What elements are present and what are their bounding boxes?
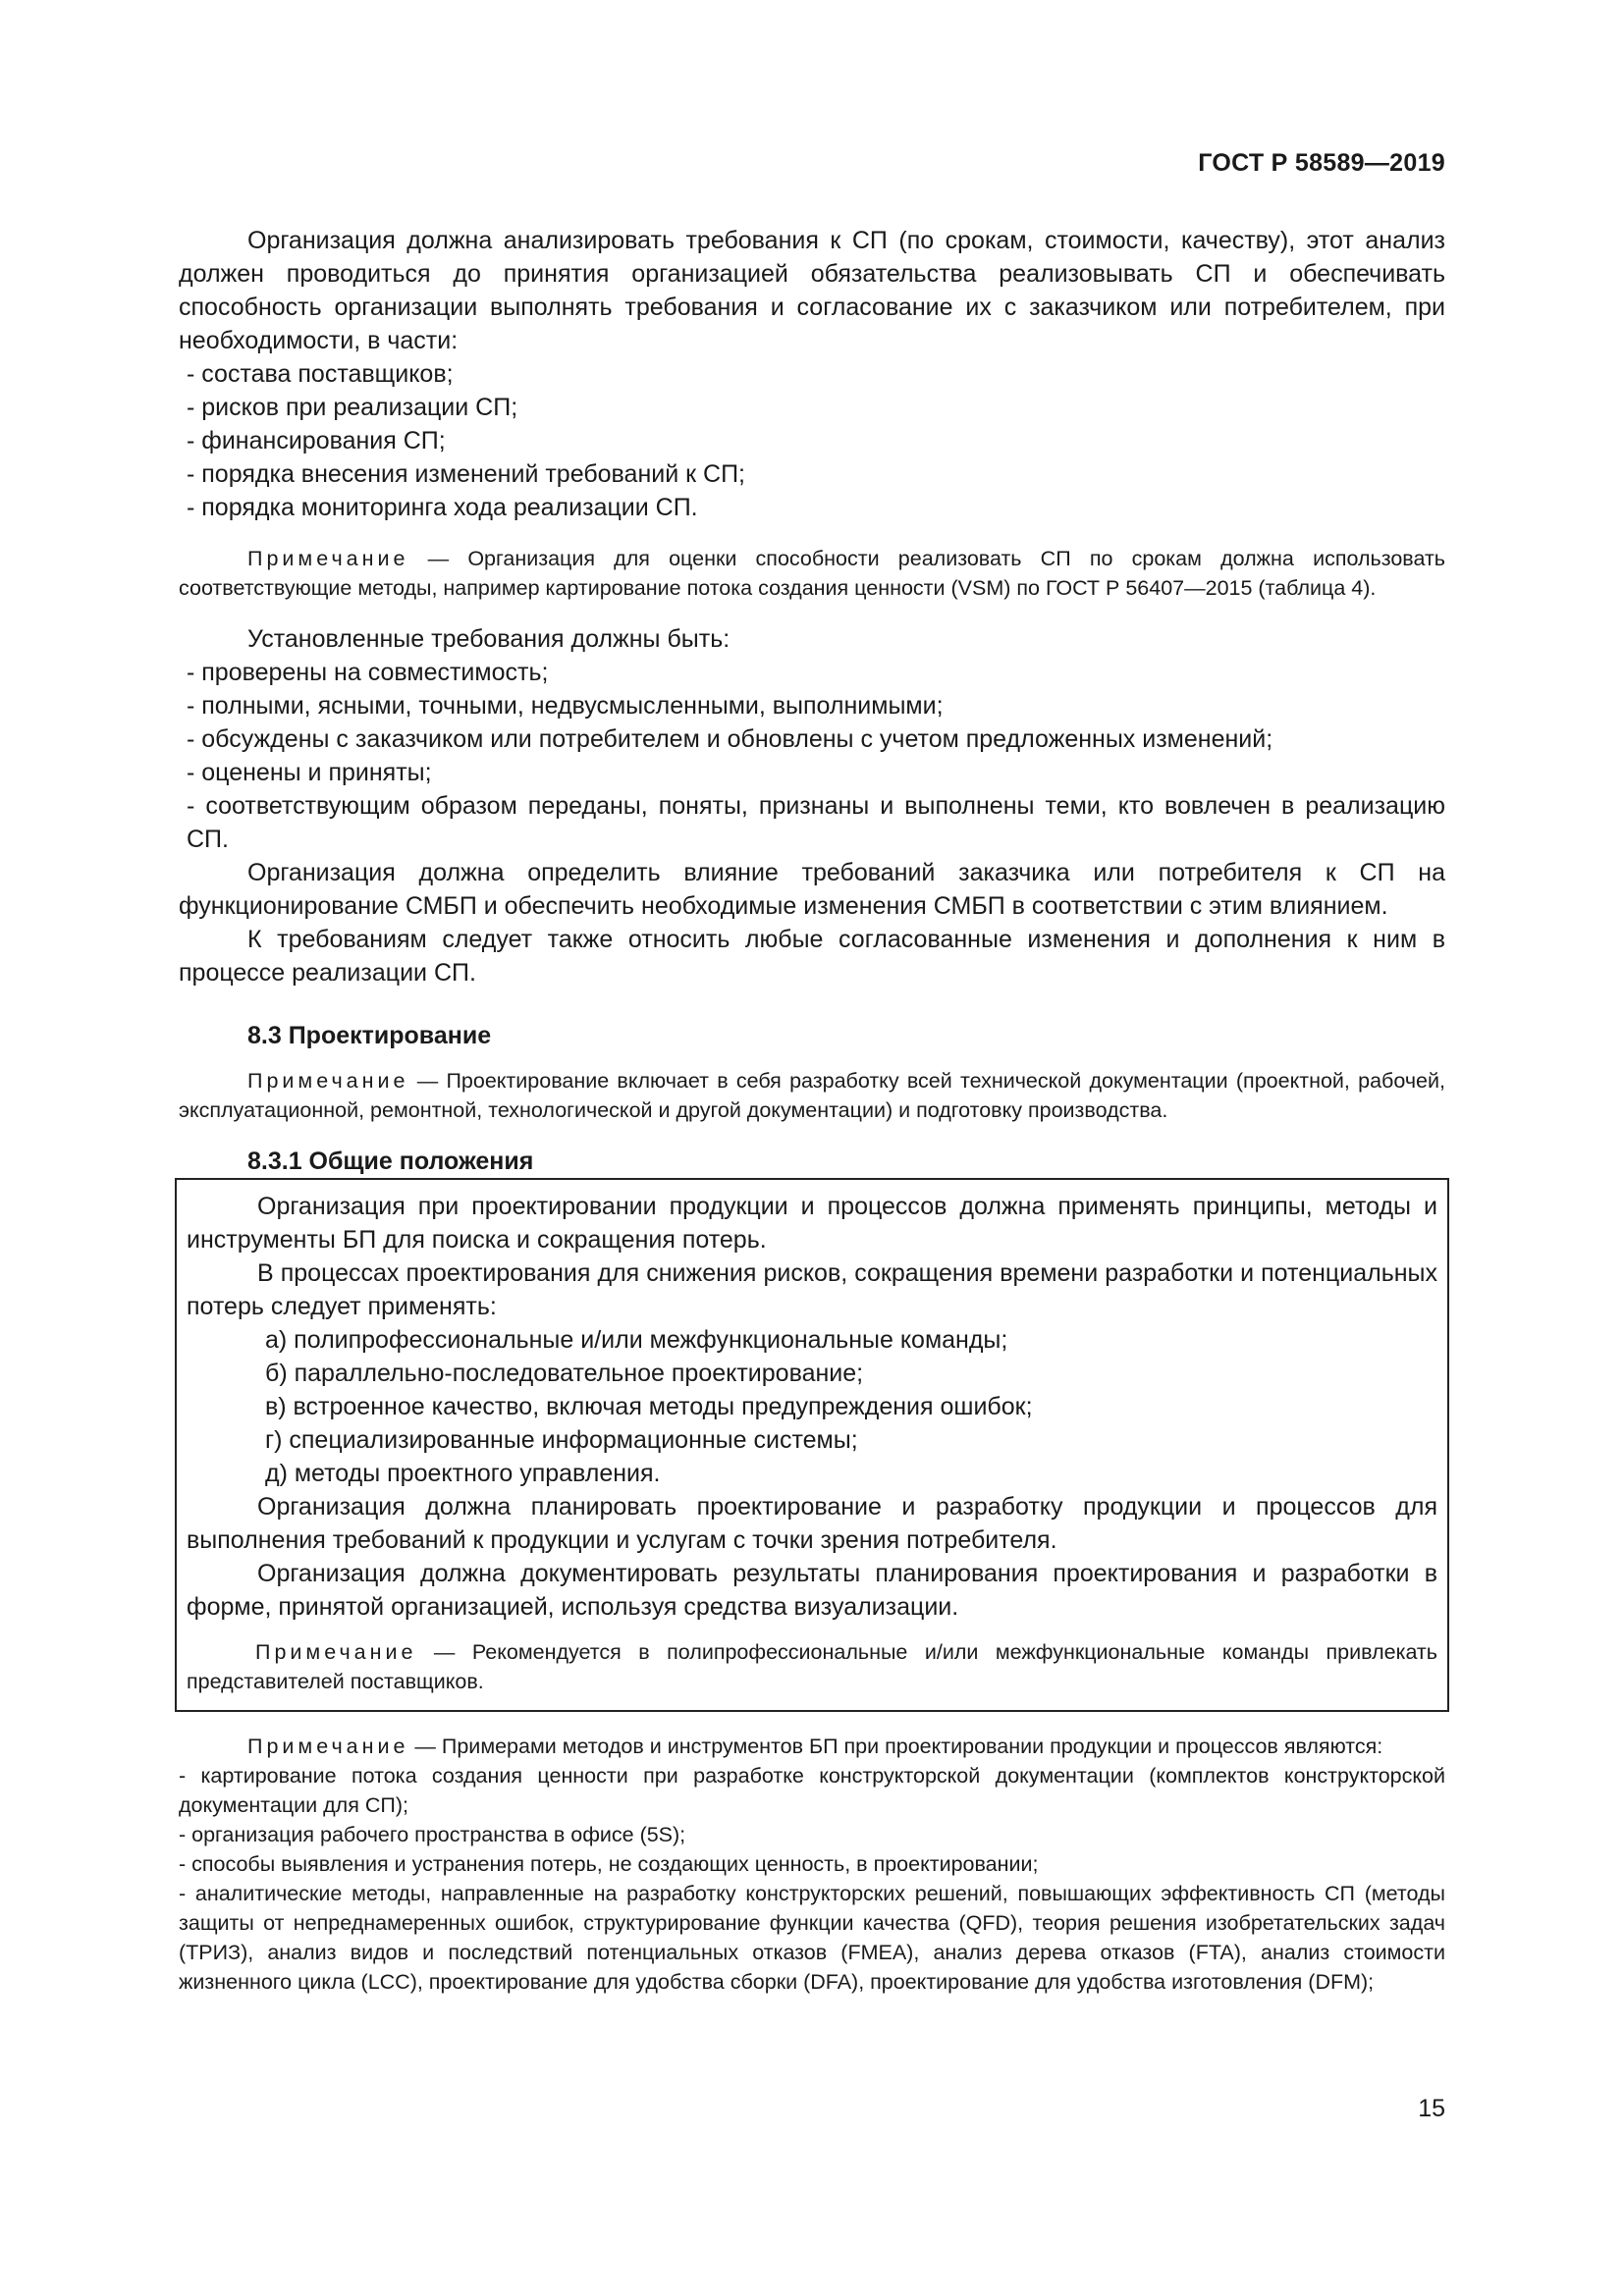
note-label: Примечание [255, 1640, 417, 1664]
box-paragraph: Организация должна планировать проектирование и разработку продукции и процессов для выполнения требований к продукции и услугам с точки зрения потребителя. [187, 1493, 1437, 1554]
list-item: - проверены на совместимость; [187, 659, 549, 686]
section-title-8-3-1: 8.3.1 Общие положения [247, 1148, 534, 1175]
paragraph-influence: Организация должна определить влияние требований заказчика или потребителя к СП на функционирование СМБП и обеспечить необходимые изменения СМБП в соответствии с этим влиянием. [179, 859, 1445, 920]
note-vsm [179, 544, 1445, 603]
note-text: — Проектирование включает в себя разработку всей технической документации (проектной, рабочей, эксплуатационной, ремонтной, технологической и другой документации) и подготовку производства. [179, 1069, 1445, 1122]
list-item: - состава поставщиков; [187, 360, 454, 388]
list-item: - порядка мониторинга хода реализации СП. [187, 494, 698, 521]
note-label: Примечание [247, 1069, 409, 1093]
list-item: - обсуждены с заказчиком или потребителем и обновлены с учетом предложенных изменений; [187, 725, 1273, 753]
note-list-item: - аналитические методы, направленные на разработку конструкторских решений, повышающих эффективность СП (методы защиты от непреднамеренных ошибок, структурирование функции качества (QFD), теория решения изобретательских задач (ТРИЗ), анализ видов и последствий потенциальных отказов (FMEA), анализ дерева отказов (FTA), анализ стоимости жизненного цикла (LCC), проектирование для удобства сборки (DFA), проектирование для удобства изготовления (DFM); [179, 1882, 1445, 1994]
list-item: - порядка внесения изменений требований к СП; [187, 460, 745, 488]
framed-requirements-box [175, 1178, 1449, 1712]
list-item: - соответствующим образом переданы, поняты, признаны и выполнены теми, кто вовлечен в реализацию СП. [187, 792, 1445, 853]
list-item: - полными, ясными, точными, недвусмысленными, выполнимыми; [187, 692, 944, 720]
box-list-item: в) встроенное качество, включая методы предупреждения ошибок; [265, 1393, 1033, 1420]
box-list-item: г) специализированные информационные системы; [265, 1426, 858, 1454]
note-list-item: - организация рабочего пространства в офисе (5S); [179, 1823, 686, 1846]
standard-code: ГОСТ Р 58589—2019 [1198, 149, 1445, 177]
note-list-item: - картирование потока создания ценности при разработке конструкторской документации (комплектов конструкторской документации для СП); [179, 1764, 1445, 1817]
page-content [179, 224, 1445, 1997]
requirements-intro: Установленные требования должны быть: [247, 625, 731, 653]
box-paragraph: В процессах проектирования для снижения рисков, сокращения времени разработки и потенциальных потерь следует применять: [187, 1259, 1437, 1320]
paragraph-requirements-analysis: Организация должна анализировать требования к СП (по срокам, стоимости, качеству), этот анализ должен проводиться до принятия организацией обязательства реализовывать СП и обеспечивать способность организации выполнять требования и согласование их с заказчиком или потребителем, при необходимости, в части: [179, 227, 1445, 354]
note-label: Примечание [247, 1735, 409, 1758]
note-design [179, 1066, 1445, 1125]
box-list-item: б) параллельно-последовательное проектирование; [265, 1360, 864, 1387]
box-note [187, 1637, 1437, 1696]
note-text: — Примерами методов и инструментов БП при проектировании продукции и процессов являются: [408, 1735, 1383, 1758]
note-label: Примечание [247, 547, 409, 570]
list-item: - оценены и приняты; [187, 759, 432, 786]
note-text: — Организация для оценки способности реализовать СП по срокам должна использовать соответствующие методы, например картирование потока создания ценности (VSM) по ГОСТ Р 56407—2015 (таблица 4). [179, 547, 1445, 600]
box-paragraph: Организация должна документировать результаты планирования проектирования и разработки в форме, принятой организацией, используя средства визуализации. [187, 1560, 1437, 1621]
section-title-8-3: 8.3 Проектирование [247, 1022, 492, 1049]
box-list-item: д) методы проектного управления. [265, 1460, 661, 1487]
note-list-item: - способы выявления и устранения потерь, не создающих ценность, в проектировании; [179, 1852, 1039, 1876]
list-item: - финансирования СП; [187, 427, 446, 454]
list-item: - рисков при реализации СП; [187, 394, 518, 421]
box-paragraph: Организация при проектировании продукции и процессов должна применять принципы, методы и инструменты БП для поиска и сокращения потерь. [187, 1193, 1437, 1254]
note-methods [179, 1732, 1445, 1761]
note-text: — Рекомендуется в полипрофессиональные и/или межфункциональные команды привлекать представителей поставщиков. [187, 1640, 1437, 1693]
paragraph-changes: К требованиям следует также относить любые согласованные изменения и дополнения к ним в процессе реализации СП. [179, 926, 1445, 987]
box-list-item: а) полипрофессиональные и/или межфункциональные команды; [265, 1326, 1008, 1354]
page-number: 15 [1418, 2095, 1445, 2122]
